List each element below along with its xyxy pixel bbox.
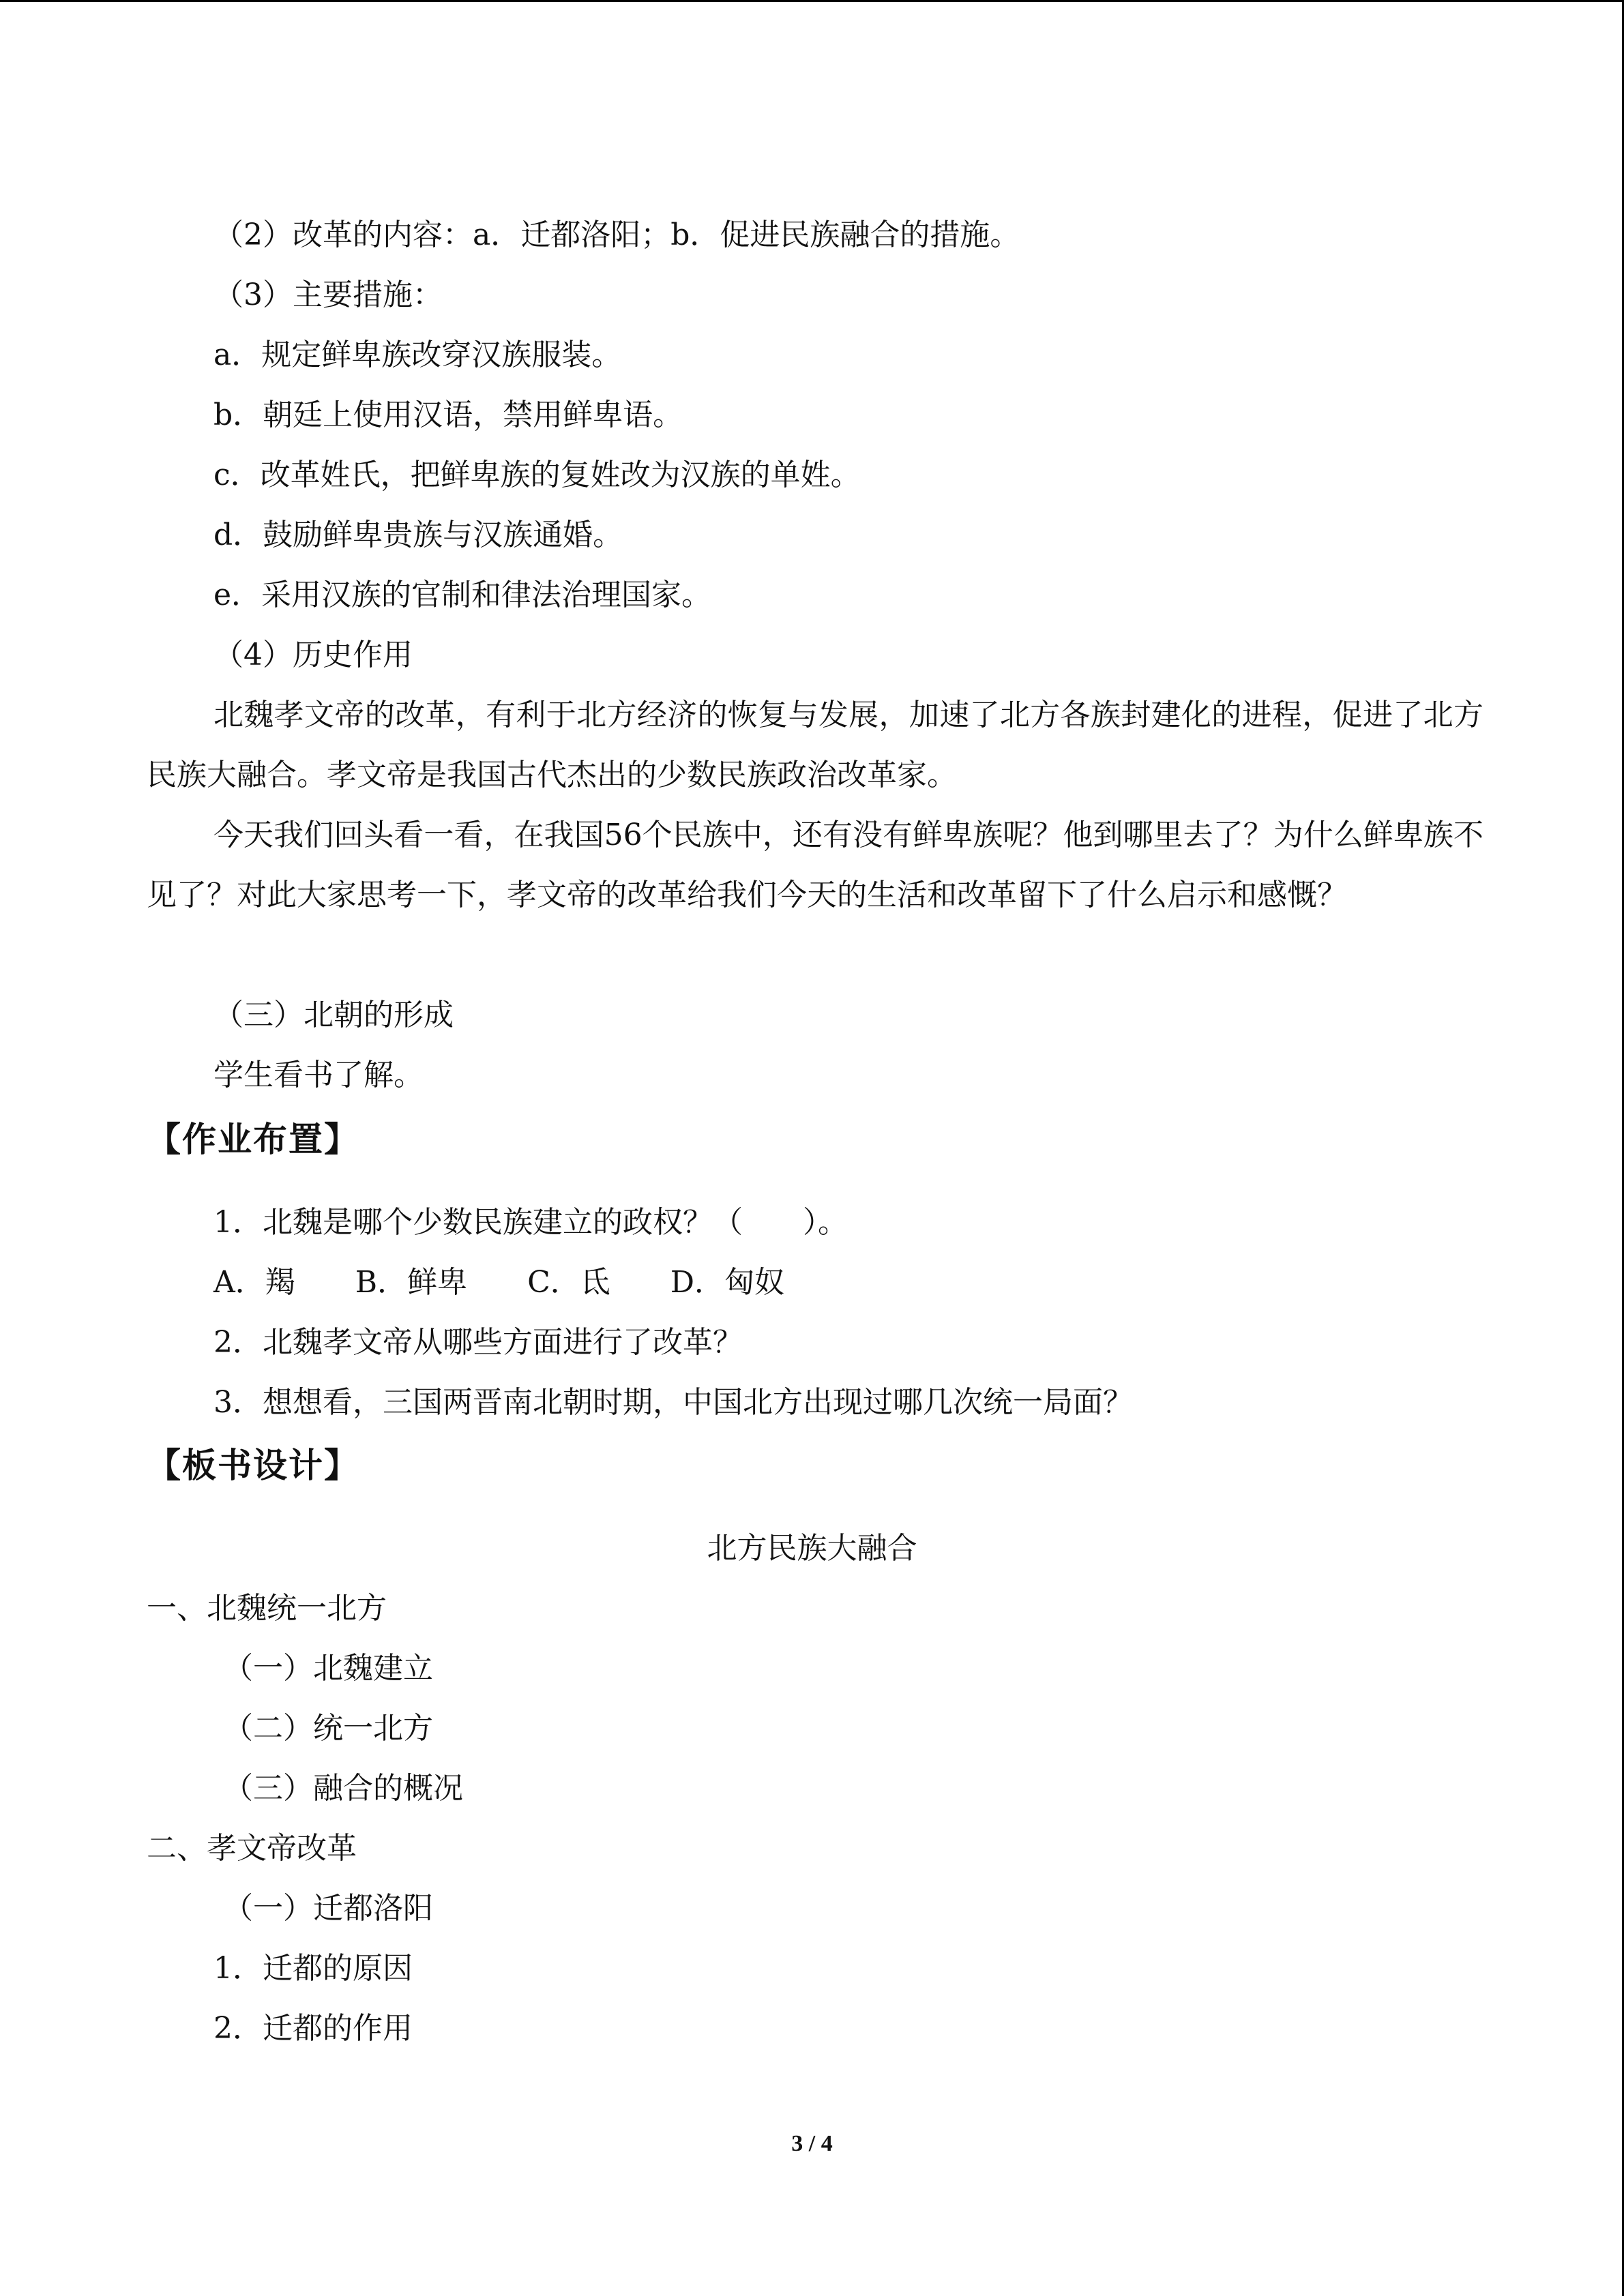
homework-heading: 【作业布置】 xyxy=(147,1120,359,1159)
measure-d: d．鼓励鲜卑贵族与汉族通婚。 xyxy=(213,518,623,552)
board-part-2-item-1: （一）迁都洛阳 xyxy=(223,1891,433,1926)
measure-a: a．规定鲜卑族改穿汉族服装。 xyxy=(213,338,622,372)
homework-question-1-options: A．羯 B．鲜卑 C．氐 D．匈奴 xyxy=(213,1265,785,1300)
page-number: 3 / 4 xyxy=(791,2131,833,2156)
student-note: 学生看书了解。 xyxy=(213,1058,424,1092)
homework-question-1: 1．北魏是哪个少数民族建立的政权？（ ）。 xyxy=(213,1205,848,1240)
page-top-border xyxy=(0,0,1624,2)
reflection-paragraph: 今天我们回头看一看，在我国56个民族中，还有没有鲜卑族呢？他到哪里去了？为什么鲜卑族不见了？对此大家思考一下，孝文帝的改革给我们今天的生活和改革留下了什么启示和感慨？ xyxy=(147,818,1483,912)
measure-c: c．改革姓氏，把鲜卑族的复姓改为汉族的单姓。 xyxy=(213,458,861,492)
homework-question-2: 2．北魏孝文帝从哪些方面进行了改革？ xyxy=(213,1325,743,1360)
board-part-1-item-3: （三）融合的概况 xyxy=(223,1771,463,1806)
main-measures-heading: （3）主要措施： xyxy=(213,278,443,312)
homework-question-3: 3．想想看，三国两晋南北朝时期，中国北方出现过哪几次统一局面？ xyxy=(213,1385,1133,1420)
effect-paragraph: 北魏孝文帝的改革，有利于北方经济的恢复与发展，加速了北方各族封建化的进程，促进了北方民族大融合。孝文帝是我国古代杰出的少数民族政治改革家。 xyxy=(147,698,1483,792)
measure-e: e．采用汉族的官制和律法治理国家。 xyxy=(213,578,712,612)
board-design-heading: 【板书设计】 xyxy=(147,1446,359,1485)
board-part-2-item-3: 2．迁都的作用 xyxy=(213,2011,413,2046)
board-part-2: 二、孝文帝改革 xyxy=(147,1831,357,1866)
board-title: 北方民族大融合 xyxy=(707,1531,917,1566)
historical-effect-heading: （4）历史作用 xyxy=(213,638,413,672)
board-part-2-item-2: 1．迁都的原因 xyxy=(213,1951,413,1986)
reform-content-line: （2）改革的内容：a．迁都洛阳；b．促进民族融合的措施。 xyxy=(213,218,1020,252)
board-part-1-item-2: （二）统一北方 xyxy=(223,1711,433,1746)
board-part-1: 一、北魏统一北方 xyxy=(147,1591,387,1626)
board-part-1-item-1: （一）北魏建立 xyxy=(223,1651,433,1686)
measure-b: b．朝廷上使用汉语，禁用鲜卑语。 xyxy=(213,398,683,432)
section-three-title: （三）北朝的形成 xyxy=(213,998,454,1032)
